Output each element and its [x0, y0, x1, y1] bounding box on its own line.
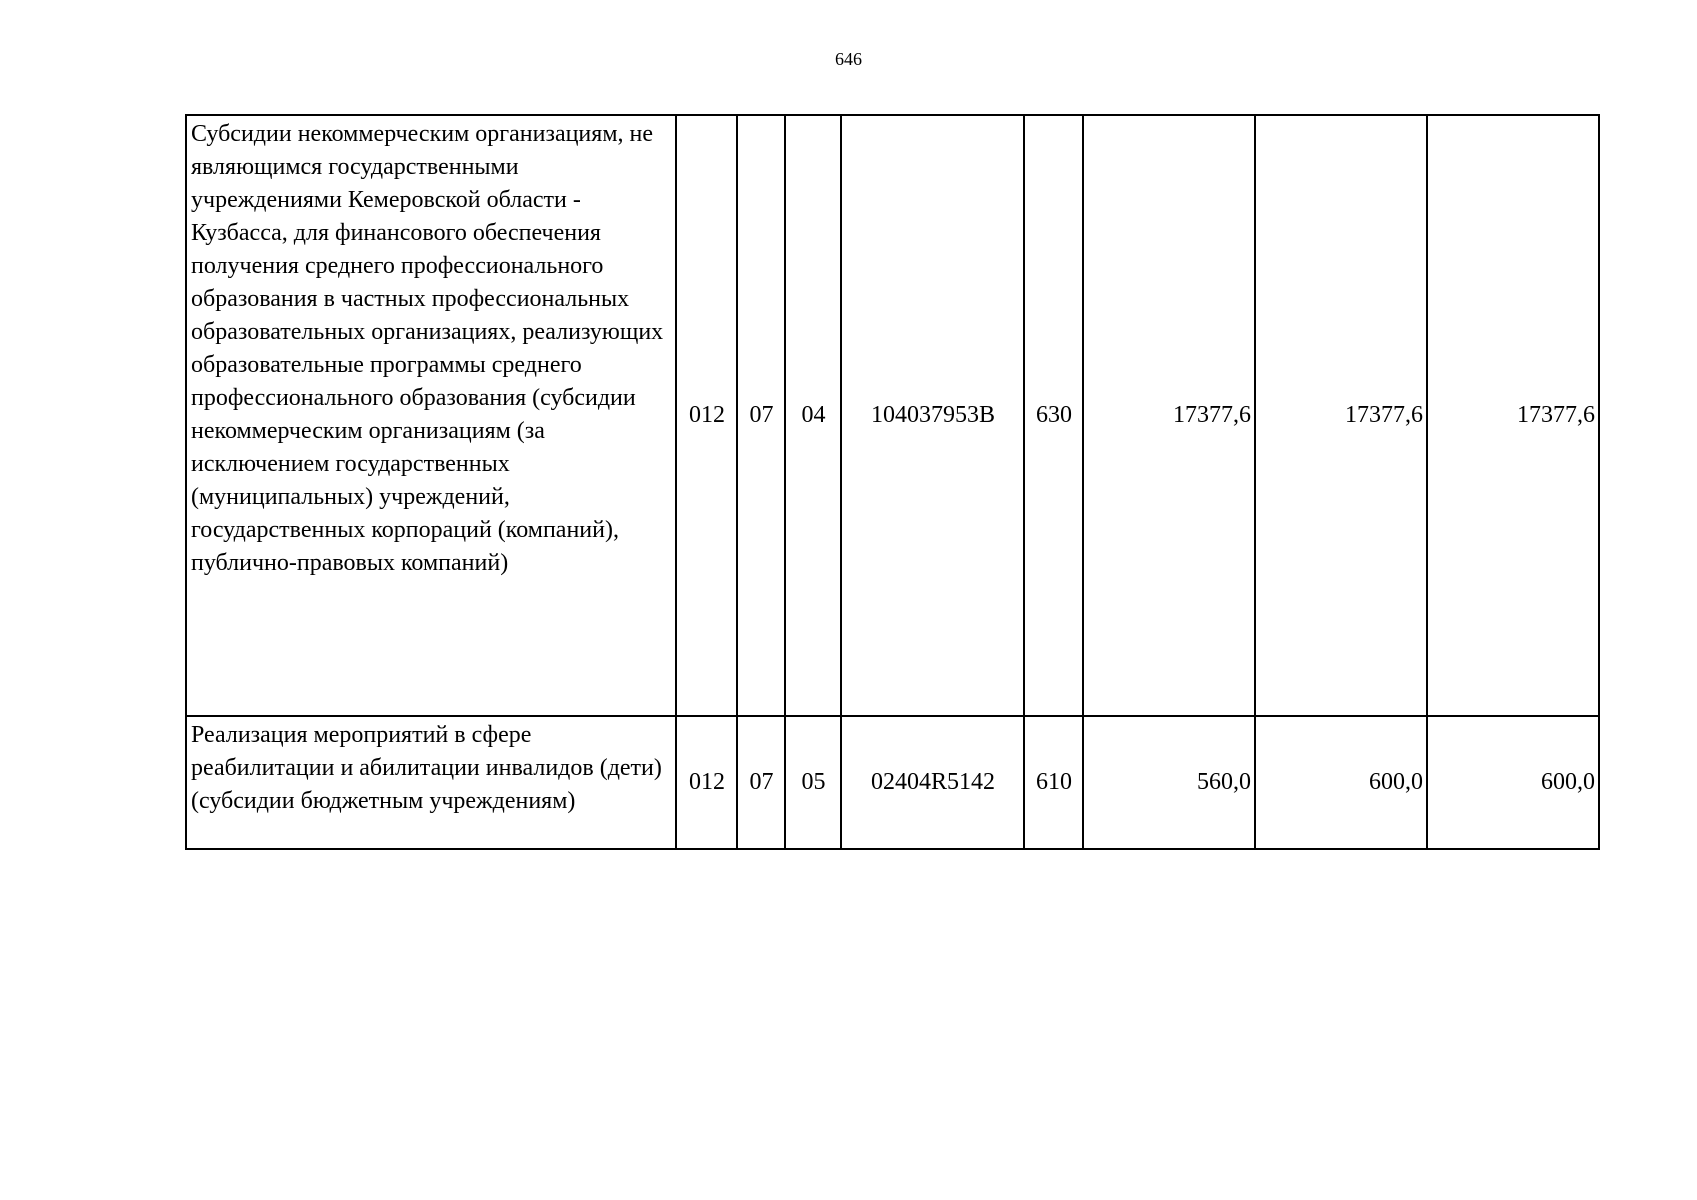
ministry-code: 012: [676, 716, 737, 849]
section-code: 07: [737, 716, 785, 849]
expense-type-code: 610: [1024, 716, 1083, 849]
row-description: Субсидии некоммерческим организациям, не являющимся государственными учреждениями Кемеровской области - Кузбасса, для финансового обеспечения получения среднего профессионального образования в частных профессиональных образовательных организациях, реализующих образовательные программы среднего профессионального образования (субсидии некоммерческим организациям (за исключением государственных (муниципальных) учреждений, государственных корпораций (компаний), публично-правовых компаний): [186, 115, 676, 716]
amount-year-3: 600,0: [1427, 716, 1599, 849]
target-article-code: 02404R5142: [841, 716, 1024, 849]
subsection-code: 05: [785, 716, 841, 849]
amount-year-2: 17377,6: [1255, 115, 1427, 716]
subsection-code: 04: [785, 115, 841, 716]
page-number: 646: [835, 49, 862, 69]
amount-year-2: 600,0: [1255, 716, 1427, 849]
target-article-code: 104037953В: [841, 115, 1024, 716]
expense-type-code: 630: [1024, 115, 1083, 716]
amount-year-3: 17377,6: [1427, 115, 1599, 716]
ministry-code: 012: [676, 115, 737, 716]
table-row: [186, 115, 1599, 716]
budget-table: [185, 114, 1600, 850]
amount-year-1: 17377,6: [1083, 115, 1255, 716]
amount-year-1: 560,0: [1083, 716, 1255, 849]
section-code: 07: [737, 115, 785, 716]
table-row: [186, 716, 1599, 849]
row-description: Реализация мероприятий в сфере реабилитации и абилитации инвалидов (дети) (субсидии бюджетным учреждениям): [186, 716, 676, 849]
